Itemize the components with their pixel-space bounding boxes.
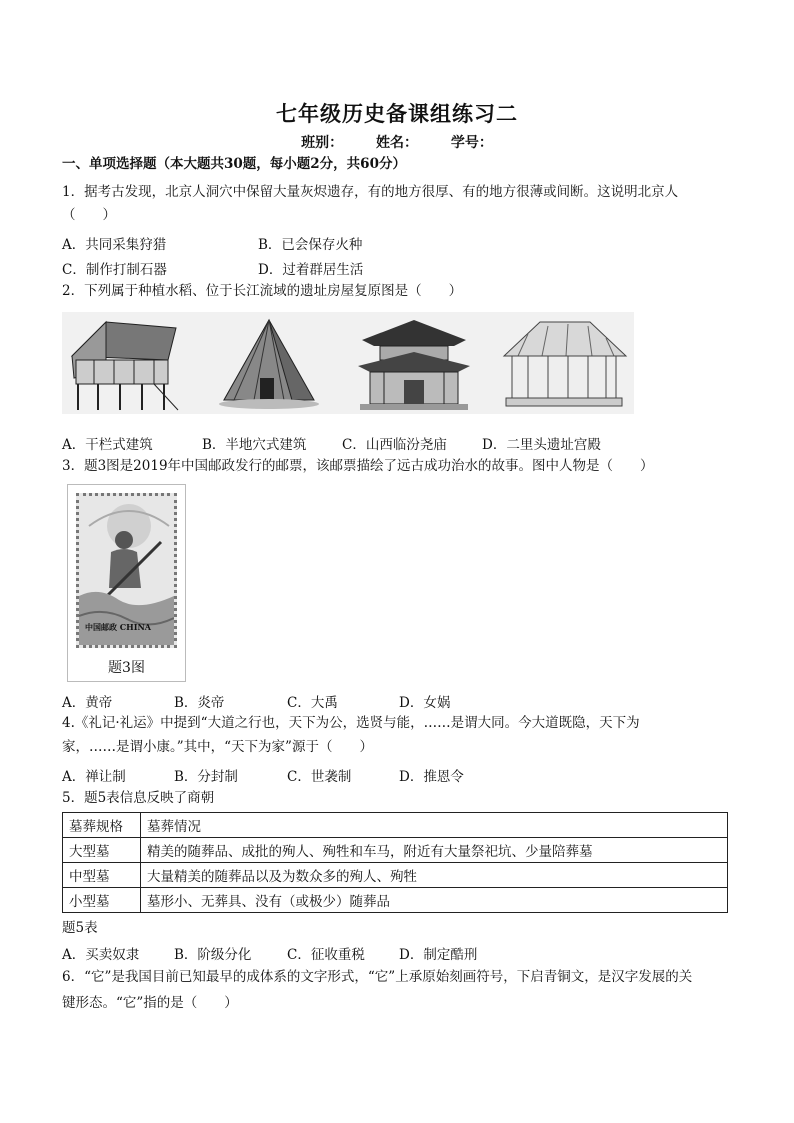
- q1-option-d[interactable]: D．过着群居生活: [258, 262, 364, 278]
- q2-option-d[interactable]: D．二里头遗址宫殿: [482, 437, 601, 453]
- yao-temple-image: [354, 316, 474, 412]
- table-header-cell: 墓葬情况: [141, 813, 728, 838]
- q4-option-d[interactable]: D．推恩令: [399, 769, 464, 785]
- q1-option-c[interactable]: C．制作打制石器: [62, 262, 167, 278]
- house-images-strip: [62, 312, 634, 414]
- table-cell: 精美的随葬品、成批的殉人、殉牲和车马，附近有大量祭祀坑、少量陪葬墓: [141, 838, 728, 863]
- name-label: 姓名：: [376, 135, 418, 151]
- q6-text-line1: 6．“它”是我国目前已知最早的成体系的文字形式，“它”上承原始刻画符号，下启青铜文，是汉字发展的关: [62, 969, 693, 985]
- q2-option-a[interactable]: A．干栏式建筑: [62, 437, 153, 453]
- stamp-caption: 题3图: [108, 660, 145, 676]
- q1-text-line2: （ ）: [62, 207, 116, 223]
- q3-option-c[interactable]: C．大禹: [287, 695, 338, 711]
- table-caption: 题5表: [62, 920, 98, 936]
- q5-option-d[interactable]: D．制定酷刑: [399, 947, 478, 963]
- page-title: 七年级历史备课组练习二: [276, 101, 518, 126]
- pit-house-image: [214, 316, 324, 412]
- q4-option-c[interactable]: C．世袭制: [287, 769, 352, 785]
- student-info-row: [0, 132, 794, 152]
- q6-text-line2: 键形态。“它”指的是（ ）: [62, 995, 238, 1011]
- q3-text: 3．题3图是2019年中国邮政发行的邮票，该邮票描绘了远古成功治水的故事。图中人物是（ ）: [62, 458, 654, 474]
- table-cell: 墓形小、无葬具、没有（或极少）随葬品: [141, 888, 728, 913]
- q4-option-a[interactable]: A．禅让制: [62, 769, 126, 785]
- table-header-cell: 墓葬规格: [63, 813, 141, 838]
- q1-text-line1: 1．据考古发现，北京人洞穴中保留大量灰烬遗存，有的地方很厚、有的地方很薄或间断。这说明北京人: [62, 184, 679, 200]
- table-row: [63, 838, 728, 863]
- q4-text-line2: 家，……是谓小康。”其中，“天下为家”源于（ ）: [62, 739, 373, 755]
- q2-option-b[interactable]: B．半地穴式建筑: [202, 437, 307, 453]
- section-heading: 一、单项选择题（本大题共30题，每小题2分，共60分）: [62, 156, 406, 172]
- table-row: [63, 863, 728, 888]
- q3-option-d[interactable]: D．女娲: [399, 695, 451, 711]
- q5-text: 5．题5表信息反映了商朝: [62, 790, 215, 806]
- table-row: [63, 888, 728, 913]
- stamp-figure: [67, 484, 186, 682]
- q2-text: 2．下列属于种植水稻、位于长江流域的遗址房屋复原图是（ ）: [62, 283, 463, 299]
- q4-text-line1: 4.《礼记·礼运》中提到“大道之行也，天下为公，选贤与能，……是谓大同。今大道既隐，天下为: [62, 715, 640, 731]
- q5-option-a[interactable]: A．买卖奴隶: [62, 947, 140, 963]
- id-label: 学号：: [450, 135, 493, 151]
- table-cell: 中型墓: [63, 863, 141, 888]
- table-cell: 大量精美的随葬品以及为数众多的殉人、殉牲: [141, 863, 728, 888]
- q2-option-c[interactable]: C．山西临汾尧庙: [342, 437, 447, 453]
- erlitou-palace-image: [498, 316, 630, 412]
- table-cell: 小型墓: [63, 888, 141, 913]
- q3-option-a[interactable]: A．黄帝: [62, 695, 113, 711]
- q5-option-c[interactable]: C．征收重税: [287, 947, 365, 963]
- q5-option-b[interactable]: B．阶级分化: [174, 947, 252, 963]
- q1-option-a[interactable]: A．共同采集狩猎: [62, 237, 167, 253]
- stilt-house-image: [64, 316, 184, 412]
- q3-option-b[interactable]: B．炎帝: [174, 695, 225, 711]
- class-label: 班别：: [301, 135, 344, 151]
- stamp-image: [76, 493, 177, 648]
- q1-option-b[interactable]: B．已会保存火种: [258, 237, 363, 253]
- q4-option-b[interactable]: B．分封制: [174, 769, 238, 785]
- tomb-table: [62, 812, 728, 913]
- table-header-row: [63, 813, 728, 838]
- table-cell: 大型墓: [63, 838, 141, 863]
- stamp-postal-label: 中国邮政 CHINA: [85, 622, 151, 632]
